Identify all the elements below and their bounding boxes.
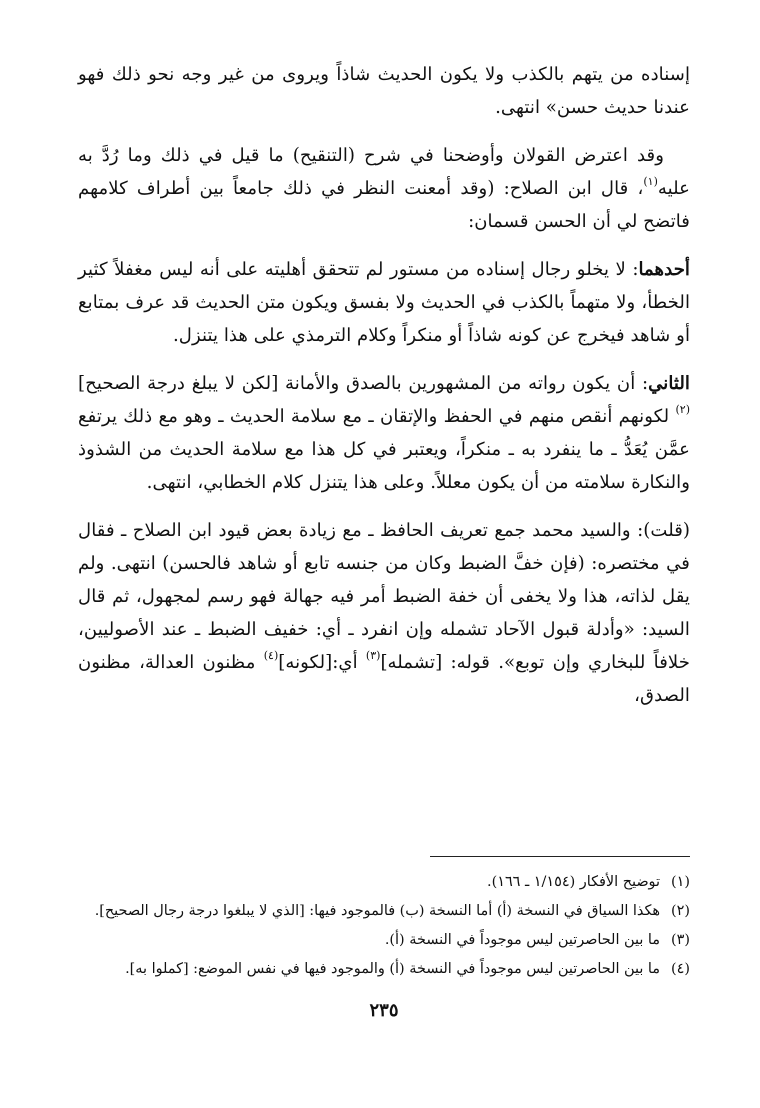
footnote-text: ما بين الحاصرتين ليس موجوداً في النسخة (أ). — [384, 932, 660, 948]
paragraph-1 — [78, 58, 690, 124]
paragraph-3 — [78, 253, 690, 352]
page-number: ٢٣٥ — [369, 1000, 399, 1021]
paragraph-5 — [78, 514, 690, 712]
footnote-ref-1[interactable]: (١) — [643, 174, 658, 188]
footnote-4 — [78, 957, 690, 982]
paragraph-2-text-b: ، قال ابن الصلاح: (وقد أمعنت النظر في ذلك جامعاً بين أطراف كلامهم فاتضح لي أن الحسن قسمان: — [78, 178, 690, 232]
footnote-text: توضيح الأفكار (١/١٥٤ ـ ١٦٦). — [487, 874, 660, 890]
footnote-ref-4[interactable]: (٤) — [263, 648, 279, 662]
footnotes — [78, 870, 690, 986]
paragraph-5-text-b: أي:[لكونه] — [278, 652, 366, 673]
footnote-ref-2[interactable]: (٢) — [675, 402, 690, 416]
paragraph-3-heading: أحدهما — [638, 259, 690, 280]
footnote-number: (٤) — [671, 961, 690, 977]
paragraph-4-text-b: لكونهم أنقص منهم في الحفظ والإتقان ـ مع سلامة الحديث ـ وهو مع ذلك يرتفع عمَّن يُعَدُّ ـ ما ينفرد به ـ منكراً، ويعتبر في كل هذا مع سلامة الحديث من الشذوذ والنكارة سلامته من أن يكون معللاً. وعلى هذا يتنزل كلام الخطابي، انتهى. — [78, 406, 690, 493]
main-text — [78, 58, 690, 712]
paragraph-2-text-a: وقد اعترض القولان وأوضحنا في شرح (التنقيح) ما قيل في ذلك وما رُدَّ به عليه — [78, 145, 690, 199]
footnote-number: (١) — [671, 874, 690, 890]
paragraph-3-text: : لا يخلو رجال إسناده من مستور لم تتحقق أهليته على أنه ليس مغفلاً كثير الخطأ، ولا متهماً بالكذب في الحديث ولا بفسق ويكون متن الحديث قد عرف بمتابع أو شاهد فيخرج عن كونه شاذاً أو منكراً وكلام الترمذي على هذا يتنزل. — [78, 259, 690, 346]
paragraph-4-text-a: : أن يكون رواته من المشهورين بالصدق والأمانة [لكن لا يبلغ درجة الصحيح] — [78, 373, 649, 394]
book-page — [78, 58, 690, 1078]
footnote-text: هكذا السياق في النسخة (أ) أما النسخة (ب) فالموجود فيها: [الذي لا يبلغوا درجة رجال الصحيح]. — [94, 903, 660, 919]
footnote-text: ما بين الحاصرتين ليس موجوداً في النسخة (أ) والموجود فيها في نفس الموضع: [كملوا به]. — [125, 961, 660, 977]
paragraph-5-text-a: (قلت): والسيد محمد جمع تعريف الحافظ ـ مع زيادة بعض قيود ابن الصلاح ـ فقال في مختصره: (فإن خفَّ الضبط وكان من جنسه تابع أو شاهد فالحسن) انتهى. ولم يقل لذاته، هذا ولا يخفى أن خفة الضبط أمر فيه جهالة فهو رسم لمجهول، ثم قال السيد: «وأدلة قبول الآحاد تشمله وإن انفرد ـ أي: خفيف الضبط ـ عند الأصوليين، خلافاً للبخاري وإن توبع». قوله: [تشمله] — [78, 520, 691, 673]
paragraph-2 — [78, 139, 690, 238]
paragraph-4-heading: الثاني — [648, 373, 690, 394]
paragraph-4 — [78, 367, 690, 499]
footnote-3 — [78, 928, 690, 953]
footnote-1 — [78, 870, 690, 895]
footnote-2 — [78, 899, 690, 924]
footnote-ref-3[interactable]: (٣) — [365, 648, 381, 662]
paragraph-5-text-c: مظنون العدالة، مظنون الصدق، — [78, 652, 690, 706]
footnote-number: (٢) — [671, 903, 690, 919]
footnote-separator — [430, 856, 690, 857]
paragraph-1-text: إسناده من يتهم بالكذب ولا يكون الحديث شاذاً ويروى من غير وجه نحو ذلك فهو عندنا حديث حسن» انتهى. — [78, 64, 690, 118]
footnote-number: (٣) — [671, 932, 690, 948]
